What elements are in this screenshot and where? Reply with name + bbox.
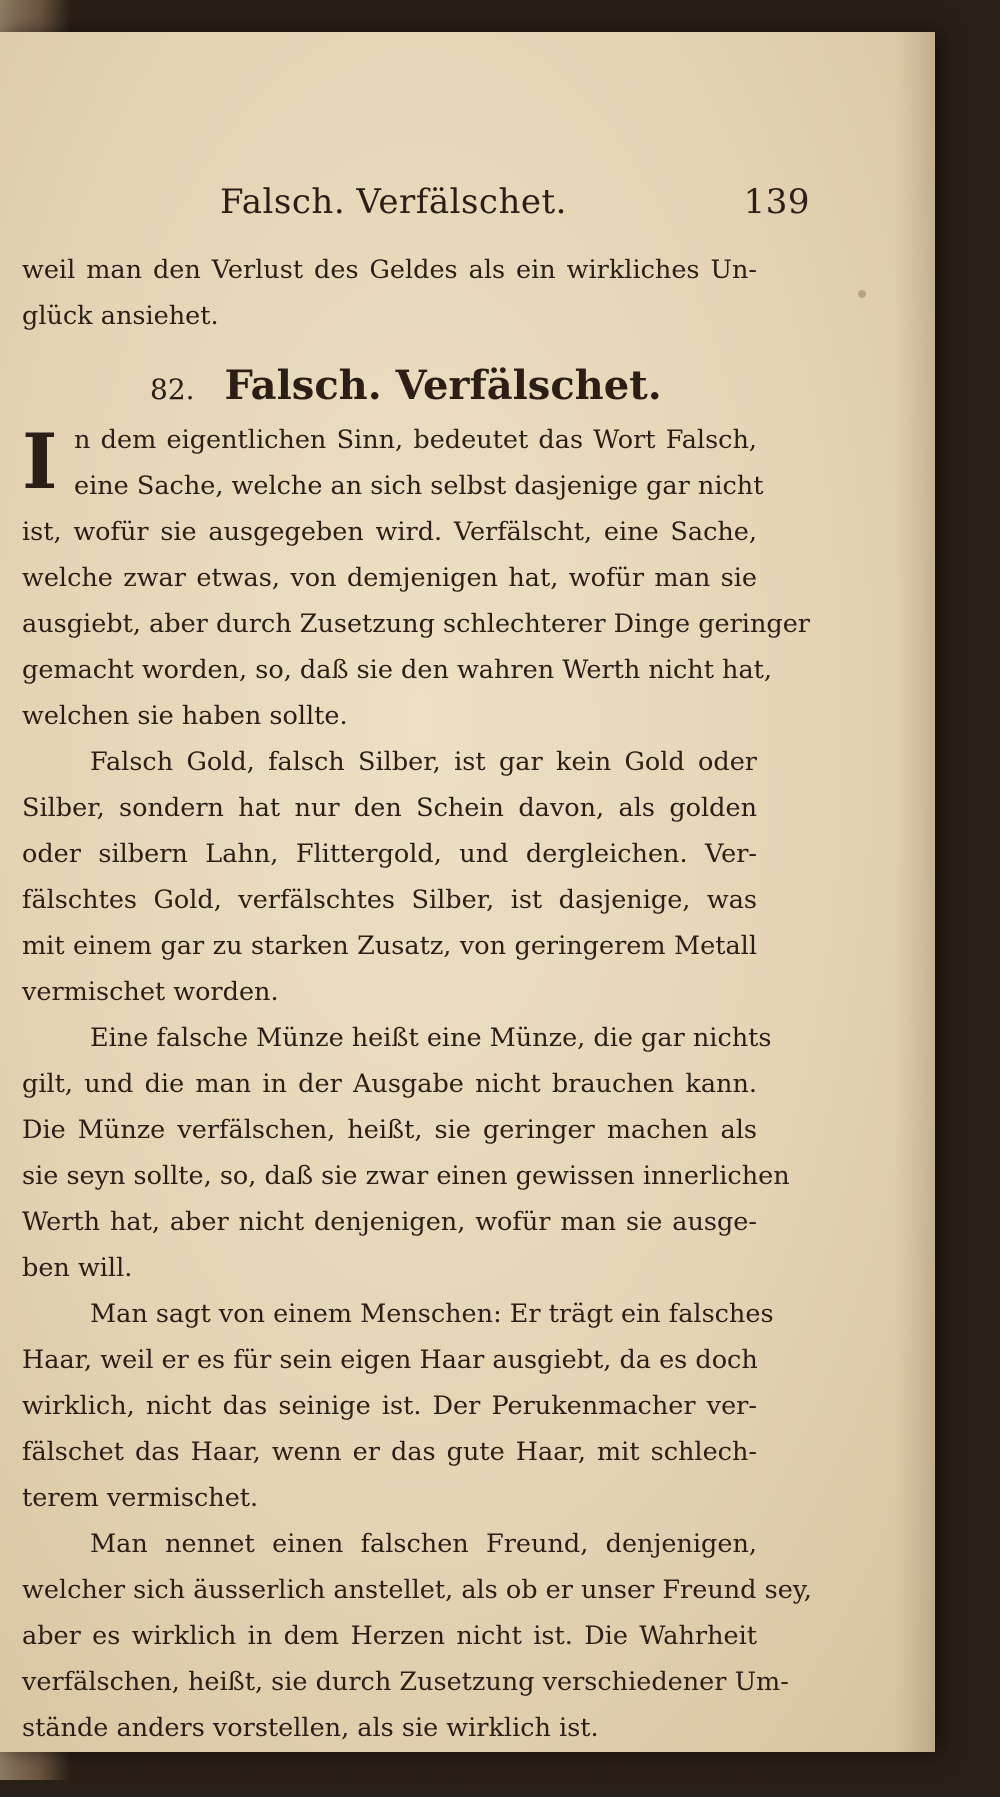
section-heading <box>150 362 662 409</box>
text-line: fälschtes Gold, verfälschtes Silber, ist dasjenige, was <box>22 885 757 915</box>
text-line: gilt, und die man in der Ausgabe nicht brauchen kann. <box>22 1069 757 1099</box>
text-line: terem vermischet. <box>22 1483 259 1513</box>
text-line: welcher sich äusserlich anstellet, als ob er unser Freund sey, <box>22 1575 812 1605</box>
text-line: ausgiebt, aber durch Zusetzung schlechterer Dinge geringer <box>22 609 810 639</box>
text-line: vermischet worden. <box>22 977 279 1007</box>
text-line: weil man den Verlust des Geldes als ein wirkliches Un- <box>22 255 757 285</box>
text-line: Silber, sondern hat nur den Schein davon, als golden <box>22 793 757 823</box>
text-line: n dem eigentlichen Sinn, bedeutet das Wort Falsch, <box>74 425 757 455</box>
text-line: oder silbern Lahn, Flittergold, und dergleichen. Ver- <box>22 839 757 869</box>
carry-over-text <box>22 247 757 339</box>
text-line: stände anders vorstellen, als sie wirklich ist. <box>22 1713 599 1743</box>
text-line: Die Münze verfälschen, heißt, sie geringer machen als <box>22 1115 757 1145</box>
text-line: sie seyn sollte, so, daß sie zwar einen gewissen innerlichen <box>22 1161 790 1191</box>
paragraph-1 <box>22 417 810 739</box>
book-page <box>0 32 935 1789</box>
text-line: wirklich, nicht das seinige ist. Der Perukenmacher ver- <box>22 1391 757 1421</box>
text-line: eine Sache, welche an sich selbst dasjenige gar nicht <box>74 471 764 501</box>
paragraph-6 <box>22 1751 757 1797</box>
text-line: welchen sie haben sollte. <box>22 701 348 731</box>
text-line: ben will. <box>22 1253 133 1283</box>
text-line: aber es wirklich in dem Herzen nicht ist. Die Wahrheit <box>22 1621 757 1651</box>
section-number: 82. <box>150 373 195 406</box>
text-line: Werth hat, aber nicht denjenigen, wofür man sie ausge- <box>22 1207 757 1237</box>
text-line: gemacht worden, so, daß sie den wahren Werth nicht hat, <box>22 655 773 685</box>
running-title: Falsch. Verfälschet. <box>220 182 567 222</box>
text-line: mit einem gar zu starken Zusatz, von geringerem Metall <box>22 931 757 961</box>
text-line: verfälschen, heißt, sie durch Zusetzung verschiedener Um- <box>22 1667 789 1697</box>
text-line: Haar, weil er es für sein eigen Haar ausgiebt, da es doch <box>22 1345 758 1375</box>
page-number: 139 <box>743 182 810 222</box>
paragraph-3 <box>22 1015 790 1291</box>
text-line: Man sagt von einem Menschen: Er trägt ein falsches <box>90 1299 774 1329</box>
text-line: glück ansiehet. <box>22 301 219 331</box>
paragraph-5 <box>22 1521 812 1751</box>
text-line: ist, wofür sie ausgegeben wird. Verfälscht, eine Sache, <box>22 517 757 547</box>
text-line: Ein Satz ist falsch, wenn er gar keine Wahrheit in <box>90 1759 757 1789</box>
paragraph-2 <box>22 739 757 1015</box>
text-line: welche zwar etwas, von demjenigen hat, wofür man sie <box>22 563 757 593</box>
section-title: Falsch. Verfälschet. <box>224 362 662 409</box>
text-line: Eine falsche Münze heißt eine Münze, die gar nichts <box>90 1023 772 1053</box>
drop-cap: I <box>22 417 58 506</box>
text-line: Falsch Gold, falsch Silber, ist gar kein Gold oder <box>90 747 757 777</box>
paper-stain <box>858 290 866 298</box>
text-line: fälschet das Haar, wenn er das gute Haar, mit schlech- <box>22 1437 757 1467</box>
paragraph-4 <box>22 1291 774 1521</box>
text-line: Man nennet einen falschen Freund, denjenigen, <box>90 1529 757 1559</box>
